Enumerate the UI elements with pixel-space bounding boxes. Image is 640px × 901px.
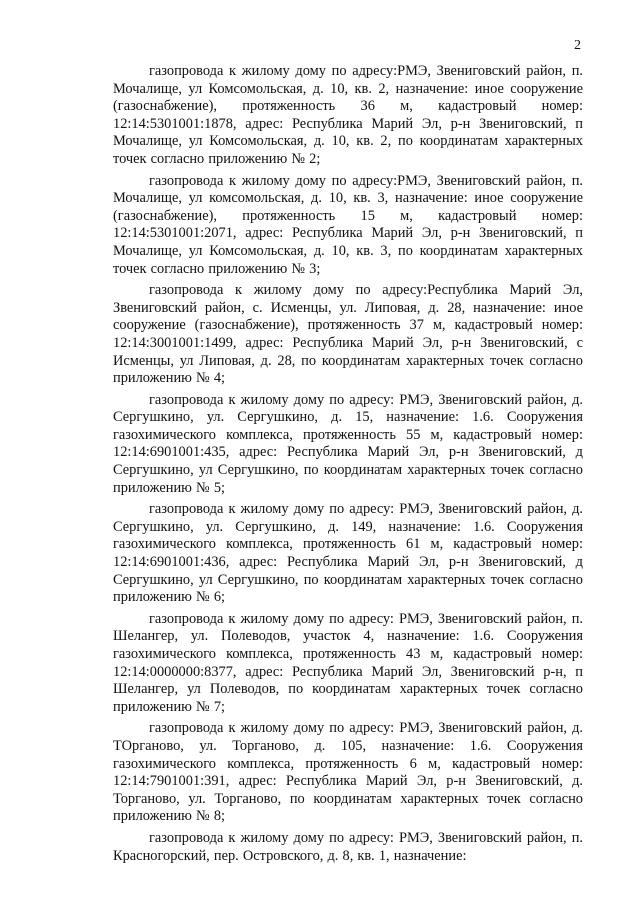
paragraph-appendix-2: газопровода к жилому дому по адресу:РМЭ, Звениговский район, п. Мочалище, ул Комсомольская, д. 10, кв. 2, назначение: иное сооружение (газоснабжение), протяженность 36 м, кадастровый номер: 12:14:5301001:1878, адрес: Республика Марий Эл, р-н Звениговский, п Мочалище, ул Комсомольская, д. 10, кв. 2, по координатам характерных точек согласно приложению № 2; xyxy=(113,63,583,167)
paragraph-appendix-4: газопровода к жилому дому по адресу:Республика Марий Эл, Звениговский район, с. Исменцы, ул. Липовая, д. 28, назначение: иное сооружение (газоснабжение), протяженность 37 м, кадастровый номер: 12:14:3001001:1499, адрес: Республика Марий Эл, р-н Звениговский, с Исменцы, ул Липовая, д. 28, по координатам характерных точек согласно приложению № 4; xyxy=(113,282,583,387)
paragraph-appendix-3: газопровода к жилому дому по адресу:РМЭ, Звениговский район, п. Мочалище, ул комсомольская, д. 10, кв. 3, назначение: иное сооружение (газоснабжение), протяженность 15 м, кадастровый номер: 12:14:5301001:2071, адрес: Республика Марий Эл, р-н Звениговский, п Мочалище, ул Комсомольская, д. 10, кв. 3, по координатам характерных точек согласно приложению № 3; xyxy=(113,172,583,277)
document-body xyxy=(113,63,583,869)
paragraph-appendix-8: газопровода к жилому дому по адресу: РМЭ, Звениговский район, д. ТОрганово, ул. Торганово, д. 105, назначение: 1.6. Сооружения газохимического комплекса, протяженность 6 м, кадастровый номер: 12:14:7901001:391, адрес: Республика Марий Эл, р-н Звениговский, д. Торганово, ул. Торганово, по координатам характерных точек согласно приложению № 8; xyxy=(113,720,583,825)
paragraph-continued: газопровода к жилому дому по адресу: РМЭ, Звениговский район, п. Красногорский, пер. Островского, д. 8, кв. 1, назначение: xyxy=(113,829,583,864)
paragraph-appendix-7: газопровода к жилому дому по адресу: РМЭ, Звениговский район, п. Шелангер, ул. Полеводов, участок 4, назначение: 1.6. Сооружения газохимического комплекса, протяженность 43 м, кадастровый номер: 12:14:0000000:8377, адрес: Республика Марий Эл, Звениговский р-н, п Шелангер, ул Полеводов, по координатам характерных точек согласно приложению № 7; xyxy=(113,610,583,715)
paragraph-appendix-5: газопровода к жилому дому по адресу: РМЭ, Звениговский район, д. Сергушкино, ул. Сергушкино, д. 15, назначение: 1.6. Сооружения газохимического комплекса, протяженность 55 м, кадастровый номер: 12:14:6901001:435, адрес: Республика Марий Эл, р-н Звениговский, д Сергушкино, ул Сергушкино, по координатам характерных точек согласно приложению № 5; xyxy=(113,391,583,496)
page-number: 2 xyxy=(574,38,581,53)
paragraph-appendix-6: газопровода к жилому дому по адресу: РМЭ, Звениговский район, д. Сергушкино, ул. Сергушкино, д. 149, назначение: 1.6. Сооружения газохимического комплекса, протяженность 61 м, кадастровый номер: 12:14:6901001:436, адрес: Республика Марий Эл, р-н Звениговский, д Сергушкино, ул Сергушкино, по координатам характерных точек согласно приложению № 6; xyxy=(113,501,583,606)
